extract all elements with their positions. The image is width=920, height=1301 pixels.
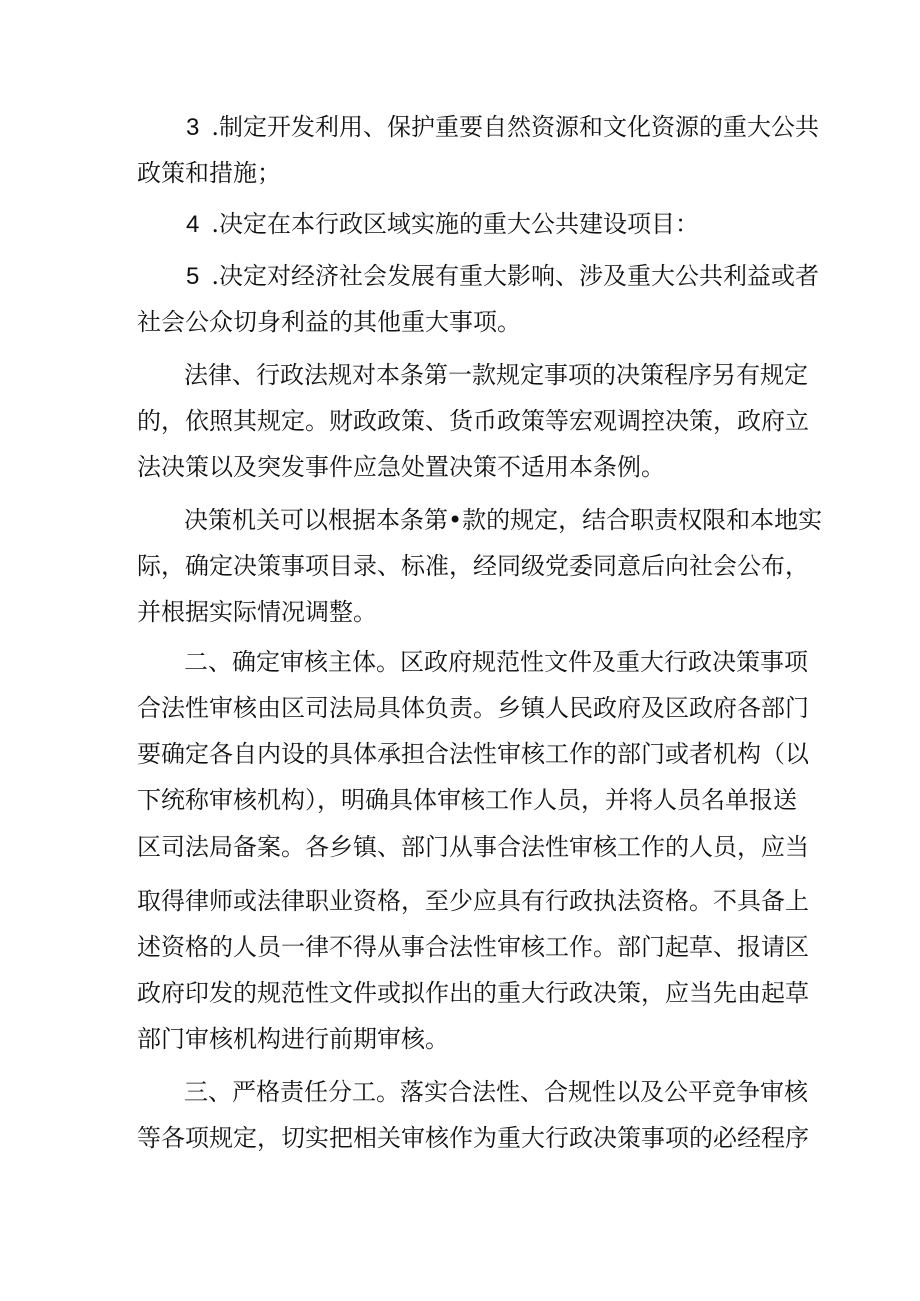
item-4-number: 4 bbox=[186, 211, 200, 238]
item-5-text: .决定对经济社会发展有重大影响、涉及重大公共利益或者 bbox=[211, 262, 819, 290]
paragraph-catalog-line-2: 际，确定决策事项目录、标准，经同级党委同意后向社会公布， bbox=[137, 552, 809, 580]
item-3-number: 3 bbox=[186, 114, 200, 141]
section-2-line-7: 述资格的人员一律不得从事合法性审核工作。部门起草、报请区 bbox=[137, 933, 809, 961]
item-5-number: 5 bbox=[186, 263, 200, 290]
section-2-line-5: 区司法局备案。各乡镇、部门从事合法性审核工作的人员，应当 bbox=[137, 833, 809, 861]
item-4-text: .决定在本行政区域实施的重大公共建设项目： bbox=[211, 210, 699, 238]
section-3-line-2: 等各项规定，切实把相关审核作为重大行政决策事项的必经程序 bbox=[137, 1124, 809, 1152]
section-2-line-9: 部门审核机构进行前期审核。 bbox=[137, 1025, 449, 1053]
item-5-line-1 bbox=[0, 253, 920, 299]
section-3-heading-line: 三、严格责任分工。落实合法性、合规性以及公平竞争审核 bbox=[184, 1078, 808, 1106]
paragraph-law-line-2: 的，依照其规定。财政政策、货币政策等宏观调控决策，政府立 bbox=[137, 407, 809, 435]
paragraph-law-line-3: 法决策以及突发事件应急处置决策不适用本条例。 bbox=[137, 453, 665, 481]
section-2-heading-line: 二、确定审核主体。区政府规范性文件及重大行政决策事项 bbox=[184, 648, 808, 676]
section-2-line-4: 下统称审核机构），明确具体审核工作人员，并将人员名单报送 bbox=[137, 786, 797, 814]
item-5-line-2: 社会公众切身利益的其他重大事项。 bbox=[137, 308, 521, 336]
section-2-line-6: 取得律师或法律职业资格，至少应具有行政执法资格。不具备上 bbox=[137, 887, 809, 915]
item-4-line bbox=[0, 201, 920, 247]
paragraph-catalog-line-3: 并根据实际情况调整。 bbox=[137, 598, 377, 626]
item-3-line-2: 政策和措施； bbox=[137, 159, 281, 187]
section-2-line-2: 合法性审核由区司法局具体负责。乡镇人民政府及区政府各部门 bbox=[137, 694, 809, 722]
section-2-line-3: 要确定各自内设的具体承担合法性审核工作的部门或者机构（以 bbox=[137, 740, 809, 768]
section-2-line-8: 政府印发的规范性文件或拟作出的重大行政决策，应当先由起草 bbox=[137, 979, 809, 1007]
paragraph-catalog-line-1: 决策机关可以根据本条第•款的规定，结合职责权限和本地实 bbox=[184, 506, 823, 534]
item-3-line-1 bbox=[0, 104, 920, 150]
item-3-text: .制定开发利用、保护重要自然资源和文化资源的重大公共 bbox=[211, 113, 819, 141]
paragraph-law-line-1: 法律、行政法规对本条第一款规定事项的决策程序另有规定 bbox=[184, 361, 808, 389]
